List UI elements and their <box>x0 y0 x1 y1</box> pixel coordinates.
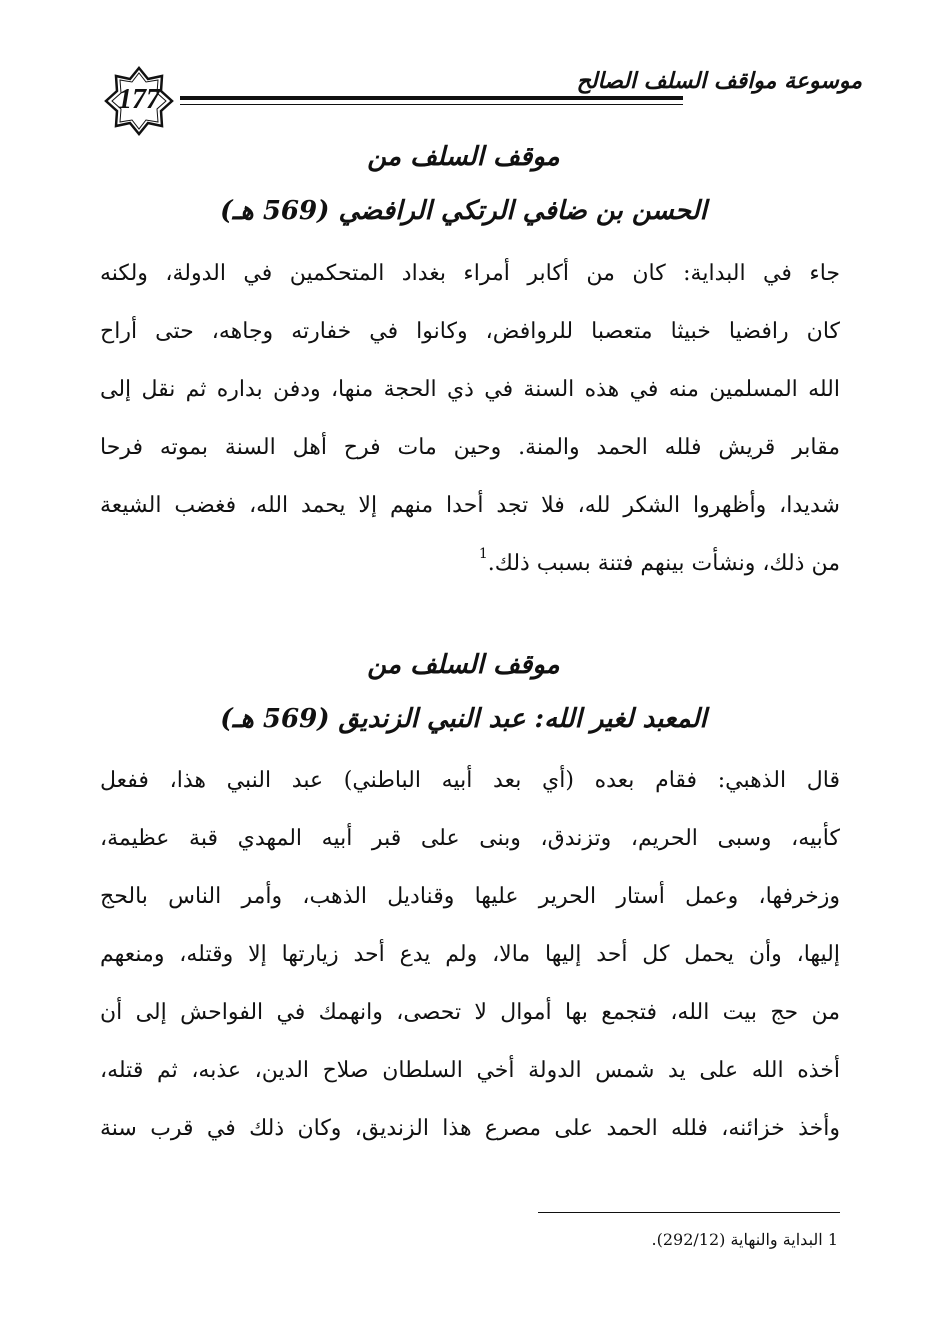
section2-body <box>100 752 840 1158</box>
running-title: موسوعة مواقف السلف الصالح <box>576 68 862 94</box>
text-line: وزخرفها، وعمل أستار الحرير عليها وقناديل الذهب، وأمر الناس بالحج <box>100 884 840 909</box>
page-header <box>96 58 862 138</box>
text-line: من حج بيت الله، فتجمع بها أموال لا تحصى، وانهمك في الفواحش إلى أن <box>100 1000 840 1025</box>
text-line: الله المسلمين منه في هذه السنة في ذي الحجة منها، ودفن بداره ثم نقل إلى <box>100 377 840 402</box>
text-line: كأبيه، وسبى الحريم، وتزندق، وبنى على قبر أبيه المهدي قبة عظيمة، <box>100 826 840 851</box>
text-line: إليها، وأن يحمل كل أحد إليها مالا، ولم يدع أحد زيارتها إلا وقتله، ومنعهم <box>100 942 840 967</box>
page-number-badge <box>104 66 174 136</box>
text-line-final: من ذلك، ونشأت بينهم فتنة بسبب ذلك. <box>487 551 840 576</box>
header-rule-thick <box>180 96 683 100</box>
header-rule-thin <box>180 104 683 105</box>
footnote: 1 البداية والنهاية (292/12). <box>651 1230 838 1249</box>
section2-subtitle: المعبد لغير الله: عبد النبي الزنديق (569 هـ) <box>220 704 707 734</box>
text-line: جاء في البداية: كان من أكابر أمراء بغداد المتحكمين في الدولة، ولكنه <box>100 261 840 286</box>
text-line-last <box>100 535 840 593</box>
text-line: وأخذ خزائنه، فلله الحمد على مصرع هذا الزنديق، وكان ذلك في قرب سنة <box>100 1116 840 1141</box>
page-number: 177 <box>118 84 160 115</box>
footnote-reference: 1 <box>478 546 488 562</box>
text-line: شديدا، وأظهروا الشكر لله، فلا تجد أحدا منهم إلا يحمد الله، فغضب الشيعة <box>100 493 840 518</box>
text-line: كان رافضيا خبيثا متعصبا للروافض، وكانوا في خفارته وجاهه، حتى أراح <box>100 319 840 344</box>
text-line: مقابر قريش فلله الحمد والمنة. وحين مات فرح أهل السنة بموته فرحا <box>100 435 840 460</box>
section1-subtitle: الحسن بن ضافي الرتكي الرافضي (569 هـ) <box>220 196 707 226</box>
section1-body <box>100 245 840 593</box>
text-line: أخذه الله على يد شمس الدولة أخي السلطان صلاح الدين، عذبه، ثم قتله، <box>100 1058 840 1083</box>
section2-title: موقف السلف من <box>367 650 560 680</box>
text-line: قال الذهبي: فقام بعده (أي بعد أبيه الباطني) عبد النبي هذا، ففعل <box>100 768 840 793</box>
section1-title: موقف السلف من <box>367 142 560 172</box>
footnote-separator <box>538 1212 840 1213</box>
